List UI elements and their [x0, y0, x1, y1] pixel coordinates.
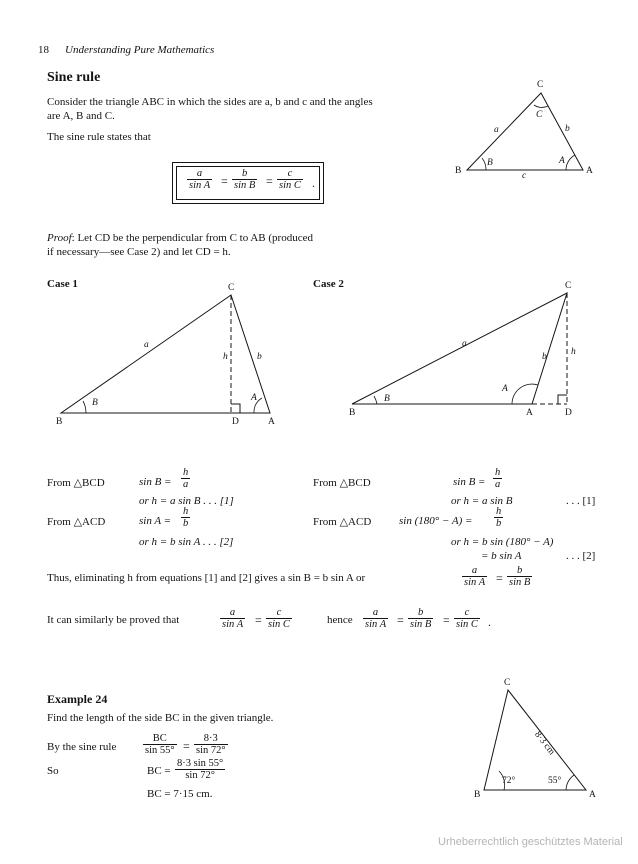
- top-label-C: C: [537, 80, 544, 90]
- case1-title: Case 1: [47, 278, 78, 290]
- similar-fraction-c: $\frac{c}{\text{sin C}}$: [268, 607, 290, 630]
- right-eq5: = b sin A: [481, 550, 522, 562]
- case2-side-a: a: [462, 339, 467, 349]
- similar-equals: =: [255, 613, 262, 627]
- top-label-B: B: [455, 166, 462, 176]
- example-label-B: B: [474, 790, 481, 800]
- case1-angle-B: B: [92, 398, 98, 408]
- right-from-acd: From △ACD: [313, 516, 372, 528]
- case1-label-D: D: [232, 417, 239, 427]
- thus-equals: =: [496, 571, 503, 585]
- case2-angle-A: A: [502, 384, 508, 394]
- case2-label-D: D: [565, 408, 572, 418]
- intro-line-3: The sine rule states that: [47, 131, 151, 143]
- right-eq3-fraction: $\frac{h}{b}$: [496, 506, 502, 529]
- right-eq1-fraction: $\frac{h}{a}$: [495, 467, 501, 490]
- top-label-A: A: [586, 166, 593, 176]
- left-eq3-lhs: sin A =: [139, 515, 172, 527]
- right-eq5-ref: . . . [2]: [566, 550, 596, 562]
- right-eq2-ref: . . . [1]: [566, 495, 596, 507]
- example-by-rule: By the sine rule: [47, 741, 117, 753]
- case1-label-A: A: [268, 417, 275, 427]
- right-eq4: or h = b sin (180° − A): [451, 536, 554, 548]
- example-label-A: A: [589, 790, 596, 800]
- top-side-a: a: [494, 125, 499, 135]
- thus-fraction-a: $\frac{a}{\text{sin A}}$: [464, 565, 486, 588]
- case1-label-B: B: [56, 417, 63, 427]
- case2-label-B: B: [349, 408, 356, 418]
- left-from-acd: From △ACD: [47, 516, 106, 528]
- rule-fraction-c: $\frac{c}{\text{sin C}}$: [279, 168, 301, 191]
- left-eq1-lhs: sin B =: [139, 476, 172, 488]
- top-angle-A: A: [559, 156, 565, 166]
- left-eq3-fraction: $\frac{h}{b}$: [183, 506, 189, 529]
- intro-line-2: are A, B and C.: [47, 110, 115, 122]
- hence-equals-1: =: [397, 613, 404, 627]
- hence-fraction-c: $\frac{c}{\text{sin C}}$: [456, 607, 478, 630]
- example-prompt: Find the length of the side BC in the given triangle.: [47, 712, 274, 724]
- similar-fraction-a: $\frac{a}{\text{sin A}}$: [222, 607, 244, 630]
- thus-text: Thus, eliminating h from equations [1] and [2] gives a sin B = b sin A or: [47, 572, 366, 584]
- case1-angle-A: A: [251, 393, 257, 403]
- left-eq2: or h = a sin B . . . [1]: [139, 495, 234, 507]
- top-side-b: b: [565, 124, 570, 134]
- example-side-label: 8·3 cm: [532, 730, 557, 758]
- case1-side-b: b: [257, 352, 262, 362]
- rule-fraction-b: $\frac{b}{\text{sin B}}$: [234, 168, 256, 191]
- running-title: Understanding Pure Mathematics: [65, 44, 215, 56]
- hence-fraction-b: $\frac{b}{\text{sin B}}$: [410, 607, 432, 630]
- case2-angle-B: B: [384, 394, 390, 404]
- proof-line-1: Proof: Let CD be the perpendicular from C to AB (produced: [47, 232, 313, 244]
- example-angle-B: 72°: [502, 776, 516, 786]
- example-so: So: [47, 765, 59, 777]
- section-title: Sine rule: [47, 70, 101, 85]
- proof-line-2: if necessary—see Case 2) and let CD = h.: [47, 246, 231, 258]
- case2-label-C: C: [565, 281, 572, 291]
- hence-period: .: [488, 615, 491, 629]
- thus-fraction-b: $\frac{b}{\text{sin B}}$: [509, 565, 531, 588]
- example-equals-1: =: [183, 739, 190, 753]
- similar-text: It can similarly be proved that: [47, 614, 180, 626]
- example-bc-label: BC =: [147, 765, 171, 777]
- rule-fraction-a: $\frac{a}{\text{sin A}}$: [189, 168, 211, 191]
- left-from-bcd: From △BCD: [47, 477, 105, 489]
- case2-side-b: b: [542, 352, 547, 362]
- hence-fraction-a: $\frac{a}{\text{sin A}}$: [365, 607, 387, 630]
- intro-line-1: Consider the triangle ABC in which the sides are a, b and c and the angles: [47, 96, 373, 108]
- example-title: Example 24: [47, 692, 108, 706]
- rule-equals-1: =: [221, 174, 228, 188]
- top-side-c: c: [522, 171, 527, 181]
- left-eq1-fraction: $\frac{h}{a}$: [183, 467, 189, 490]
- case1-label-C: C: [228, 283, 235, 293]
- right-from-bcd: From △BCD: [313, 477, 371, 489]
- hence-equals-2: =: [443, 613, 450, 627]
- example-solve-fraction: $\frac{8\cdot 3 \sin 55^\circ}{\sin 72^\circ}$: [177, 758, 224, 781]
- right-eq3-lhs: sin (180° − A) =: [399, 515, 473, 527]
- rule-equals-2: =: [266, 174, 273, 188]
- case1-side-h: h: [223, 352, 228, 362]
- case1-side-a: a: [144, 340, 149, 350]
- example-fraction-83: $\frac{8\cdot 3}{\sin 72^\circ}$: [196, 733, 226, 756]
- page-number: 18: [38, 44, 49, 56]
- example-fraction-bc: $\frac{BC}{\sin 55^\circ}$: [145, 733, 175, 756]
- left-eq4: or h = b sin A . . . [2]: [139, 536, 234, 548]
- example-angle-A: 55°: [548, 776, 562, 786]
- top-angle-B: B: [487, 158, 493, 168]
- example-result: BC = 7·15 cm.: [147, 788, 213, 800]
- top-angle-C: C: [536, 110, 543, 120]
- rule-period: .: [312, 176, 315, 190]
- case2-side-h: h: [571, 347, 576, 357]
- case2-label-A: A: [526, 408, 533, 418]
- watermark: Urheberrechtlich geschütztes Material: [438, 836, 623, 848]
- case2-title: Case 2: [313, 278, 344, 290]
- right-eq1-lhs: sin B =: [453, 476, 486, 488]
- right-eq2: or h = a sin B: [451, 495, 513, 507]
- example-label-C: C: [504, 678, 511, 688]
- hence-word: hence: [327, 614, 353, 626]
